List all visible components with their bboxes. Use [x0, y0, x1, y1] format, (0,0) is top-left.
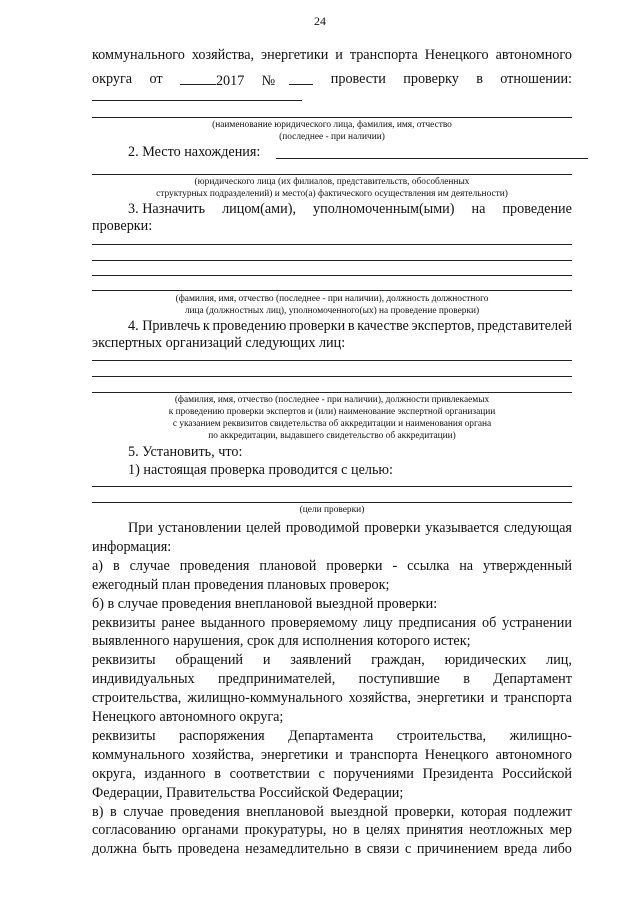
- word: проверяемому: [271, 614, 358, 631]
- paragraph-line: [92, 577, 389, 594]
- word: индивидуальных: [92, 671, 195, 688]
- word: распоряжения: [179, 727, 265, 744]
- word: целей: [246, 520, 281, 536]
- word: выявленного нарушения, срок для исполнения которого истек;: [92, 633, 471, 650]
- word: проведения: [169, 803, 240, 820]
- word: либо: [542, 841, 572, 858]
- paragraph-line: [92, 652, 572, 669]
- word: целях: [365, 822, 401, 839]
- word: вреда: [503, 841, 538, 858]
- word: ссылка: [407, 557, 450, 574]
- word: выданного: [200, 614, 266, 631]
- word: Департамент: [493, 671, 572, 688]
- paragraph-line: [92, 804, 572, 821]
- word: б) в случае проведения внеплановой выездной проверки:: [92, 595, 438, 612]
- location-line-2: [92, 174, 572, 175]
- caption-inspectors-1: (фамилия, имя, отчество (последнее - при наличии), должность должностного: [175, 294, 489, 304]
- word: уполномоченным(ыми): [313, 201, 455, 217]
- word: проверки: [288, 318, 346, 334]
- year-text: 2017: [215, 73, 245, 89]
- word: об: [482, 614, 497, 631]
- word: незамедлительно: [245, 841, 349, 858]
- paragraph-line: [92, 558, 572, 575]
- word: и: [335, 47, 343, 63]
- word-provesti: провести: [330, 71, 386, 87]
- paragraph-line: [92, 728, 572, 745]
- item-3-line-2: проверки:: [92, 218, 153, 234]
- word: неотложных: [469, 822, 544, 839]
- word: связи: [366, 841, 400, 858]
- word: которая: [460, 803, 507, 820]
- word: проверки: [364, 520, 421, 536]
- paragraph-line: [92, 822, 572, 839]
- paragraph-line: [92, 841, 572, 858]
- paragraph-line: [92, 633, 471, 650]
- word: коммунального: [92, 746, 185, 763]
- word: строительства,: [92, 690, 182, 707]
- word: реквизиты: [92, 652, 156, 669]
- word: плановой: [259, 557, 317, 574]
- inspectors-line-3: [92, 275, 572, 276]
- word: граждан,: [371, 652, 425, 669]
- word: быть: [142, 841, 172, 858]
- word: проведения: [179, 557, 250, 574]
- word: хозяйства,: [348, 690, 411, 707]
- word-okruga: округа: [92, 71, 133, 87]
- word: Российской: [502, 765, 572, 782]
- word: органами: [181, 822, 239, 839]
- word: транспорта: [504, 690, 572, 707]
- word-v: в: [476, 71, 483, 87]
- word: в: [353, 822, 360, 839]
- word: информация:: [92, 538, 172, 555]
- word: энергетики: [261, 47, 329, 63]
- item-4-line-2: экспертных организаций следующих лиц:: [92, 335, 346, 351]
- word: ежегодный план проведения плановых проверок;: [92, 576, 390, 593]
- word: проверки,: [394, 803, 455, 820]
- word: случае: [129, 557, 170, 574]
- location-line-1: [276, 158, 588, 159]
- word: ранее: [161, 614, 195, 631]
- word: лицу: [363, 614, 393, 631]
- word: поручениями: [333, 765, 414, 782]
- word: Департамента: [288, 727, 374, 744]
- word: и: [490, 690, 498, 707]
- item-3-line-1: [128, 201, 572, 218]
- word: предпринимателей,: [217, 671, 336, 688]
- word: Ненецкого: [424, 746, 489, 763]
- word: в: [354, 841, 362, 858]
- word: автономного: [495, 47, 572, 63]
- word: предписания: [398, 614, 477, 631]
- item-2-label: 2. Место нахождения:: [128, 144, 261, 160]
- word: причинением: [416, 841, 499, 858]
- paragraph-line: [92, 766, 572, 783]
- word: поступившие: [358, 671, 440, 688]
- word: выездной: [330, 803, 388, 820]
- word: следующая: [503, 520, 572, 536]
- word: хозяйства,: [191, 746, 255, 763]
- subject-short-line: [92, 100, 302, 101]
- caption-goals: (цели проверки): [299, 505, 365, 515]
- word: экспертов,: [411, 318, 475, 334]
- intro-line-2: [92, 71, 572, 90]
- word: соответствии: [229, 765, 310, 782]
- word: прокуратуры,: [244, 822, 327, 839]
- goals-line-2: [92, 502, 572, 503]
- word: указывается: [425, 520, 499, 536]
- inspectors-line-4: [92, 290, 572, 291]
- word: в: [347, 318, 355, 334]
- paragraph-line: [92, 596, 437, 613]
- date-field: [180, 71, 244, 90]
- word: в: [109, 803, 117, 820]
- word: на: [459, 557, 474, 574]
- word: в: [214, 765, 221, 782]
- word: с: [404, 841, 412, 858]
- paragraph-line: [128, 520, 572, 537]
- word: автономного: [495, 746, 572, 763]
- word: должна: [92, 841, 137, 858]
- paragraph-line: [92, 709, 283, 726]
- caption-location-1: (юридического лица (их филиалов, представительств, обособленных: [194, 177, 470, 187]
- word: Президента: [422, 765, 494, 782]
- word: заявлений: [290, 652, 352, 669]
- word: лиц,: [546, 652, 572, 669]
- word: проводимой: [285, 520, 360, 536]
- word: Ненецкого: [424, 47, 489, 63]
- word: и: [262, 652, 271, 669]
- experts-line-1: [92, 360, 572, 361]
- word: энергетики: [417, 690, 485, 707]
- word: строительства,: [396, 727, 487, 744]
- word: проверки: [326, 557, 383, 574]
- goals-line-1: [92, 486, 572, 487]
- item-5-label: 5. Установить, что:: [128, 444, 243, 460]
- caption-experts-2: к проведению проверки экспертов и (или) наименование экспертной организации: [168, 407, 496, 417]
- word: реквизиты: [92, 727, 156, 744]
- word: в): [92, 803, 104, 820]
- number-blank: [289, 71, 313, 85]
- paragraph-line: [92, 747, 572, 764]
- word: изданного: [144, 765, 206, 782]
- caption-subject-2: (последнее - при наличии): [279, 132, 385, 142]
- word: и: [335, 746, 343, 763]
- word: коммунального: [92, 47, 185, 63]
- word: хозяйства,: [191, 47, 255, 63]
- word: округа,: [92, 765, 136, 782]
- word: принятия: [406, 822, 464, 839]
- word: Ненецкого автономного округа;: [92, 709, 284, 725]
- caption-location-2: структурных подразделений) и место(а) фактического осуществления им деятельности): [156, 189, 508, 199]
- word-proverku: проверку: [403, 71, 459, 87]
- word-otnoshenii: отношении:: [500, 71, 572, 87]
- page-number: 24: [314, 14, 326, 28]
- caption-subject-1: (наименование юридического лица, фамилия, имя, отчество: [212, 120, 452, 130]
- word: проведена: [177, 841, 240, 858]
- word: юридических: [444, 652, 527, 669]
- word: но: [332, 822, 348, 839]
- inspectors-line-1: [92, 244, 572, 245]
- word: -: [392, 557, 398, 574]
- word: а): [92, 557, 104, 574]
- word: мер: [549, 822, 572, 839]
- word-ot: от: [149, 71, 163, 87]
- paragraph-line: [92, 785, 403, 802]
- word: транспорта: [349, 746, 418, 763]
- word: утвержденный: [483, 557, 572, 574]
- number-sign: №: [261, 73, 276, 89]
- word: Федерации, Правительства Российской Федерации;: [92, 784, 404, 801]
- word: проведению: [212, 318, 287, 334]
- word: с: [318, 765, 325, 782]
- word: качестве: [357, 318, 409, 334]
- inspectors-line-2: [92, 260, 572, 261]
- word: устранении: [502, 614, 572, 631]
- word: лицом(ами),: [222, 201, 297, 217]
- word: в: [112, 557, 120, 574]
- word: проведение: [502, 201, 572, 217]
- caption-experts-1: (фамилия, имя, отчество (последнее - при наличии), должности привлекаемых: [174, 395, 490, 405]
- paragraph-line: [92, 539, 171, 556]
- word: реквизиты: [92, 614, 156, 631]
- number-field: [262, 71, 314, 90]
- word: 3. Назначить: [128, 201, 206, 217]
- word: в: [463, 671, 470, 688]
- word: При: [128, 520, 153, 536]
- word: случае: [123, 803, 164, 820]
- word: энергетики: [261, 746, 329, 763]
- experts-line-3: [92, 392, 572, 393]
- experts-line-2: [92, 376, 572, 377]
- caption-inspectors-2: лица (должностных лиц), уполномоченного(ых) на проведение проверки): [184, 306, 480, 316]
- word: согласованию: [92, 822, 176, 839]
- word: транспорта: [349, 47, 418, 63]
- word: представителей: [477, 318, 572, 334]
- word: на: [471, 201, 486, 217]
- caption-experts-3: с указанием реквизитов свидетельства об аккредитации и наименования органа: [172, 419, 492, 429]
- caption-experts-4: по аккредитации, выдавшего свидетельство об аккредитации): [208, 431, 456, 441]
- item-5-sub-1: 1) настоящая проверка проводится с целью:: [128, 462, 393, 478]
- item-4-line-1: [128, 318, 572, 335]
- intro-line-1: [92, 47, 572, 64]
- word: установлении: [157, 520, 242, 536]
- subject-line: [92, 117, 572, 118]
- paragraph-line: [92, 671, 572, 688]
- word: подлежит: [513, 803, 572, 820]
- date-blank: [180, 71, 216, 85]
- word: обращений: [175, 652, 244, 669]
- word: 4. Привлечь: [128, 318, 201, 334]
- paragraph-line: [92, 615, 572, 632]
- word: к: [202, 318, 210, 334]
- word: внеплановой: [246, 803, 324, 820]
- paragraph-line: [92, 690, 572, 707]
- word: жилищно-: [509, 727, 572, 744]
- word: жилищно-коммунального: [187, 690, 343, 707]
